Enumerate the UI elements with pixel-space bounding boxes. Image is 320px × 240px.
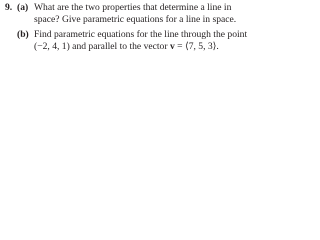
- part-b: [5, 29, 313, 52]
- part-b-line-2: [5, 41, 313, 53]
- part-b-line-1: [5, 29, 313, 41]
- part-b-vector-value: = ⟨7, 5, 3⟩.: [174, 40, 219, 52]
- part-b-text-line-1: Find parametric equations for the line through the point: [34, 29, 248, 41]
- problem-number: 9.: [5, 2, 13, 13]
- problem-9: [5, 2, 313, 52]
- part-a-line-2: [5, 14, 313, 26]
- vector-v: v: [169, 40, 175, 52]
- part-b-point-text: (−2, 4, 1) and parallel to the vector: [34, 40, 170, 52]
- part-a-line-1: [5, 2, 313, 14]
- part-a-text-line-2: space? Give parametric equations for a line in space.: [34, 13, 237, 25]
- part-b-label: (b): [17, 29, 29, 41]
- part-b-text-line-2: [5, 41, 313, 53]
- part-a-label: (a): [17, 2, 29, 13]
- part-a-text-line-1: What are the two properties that determine a line in: [34, 2, 232, 13]
- part-a: [5, 2, 313, 25]
